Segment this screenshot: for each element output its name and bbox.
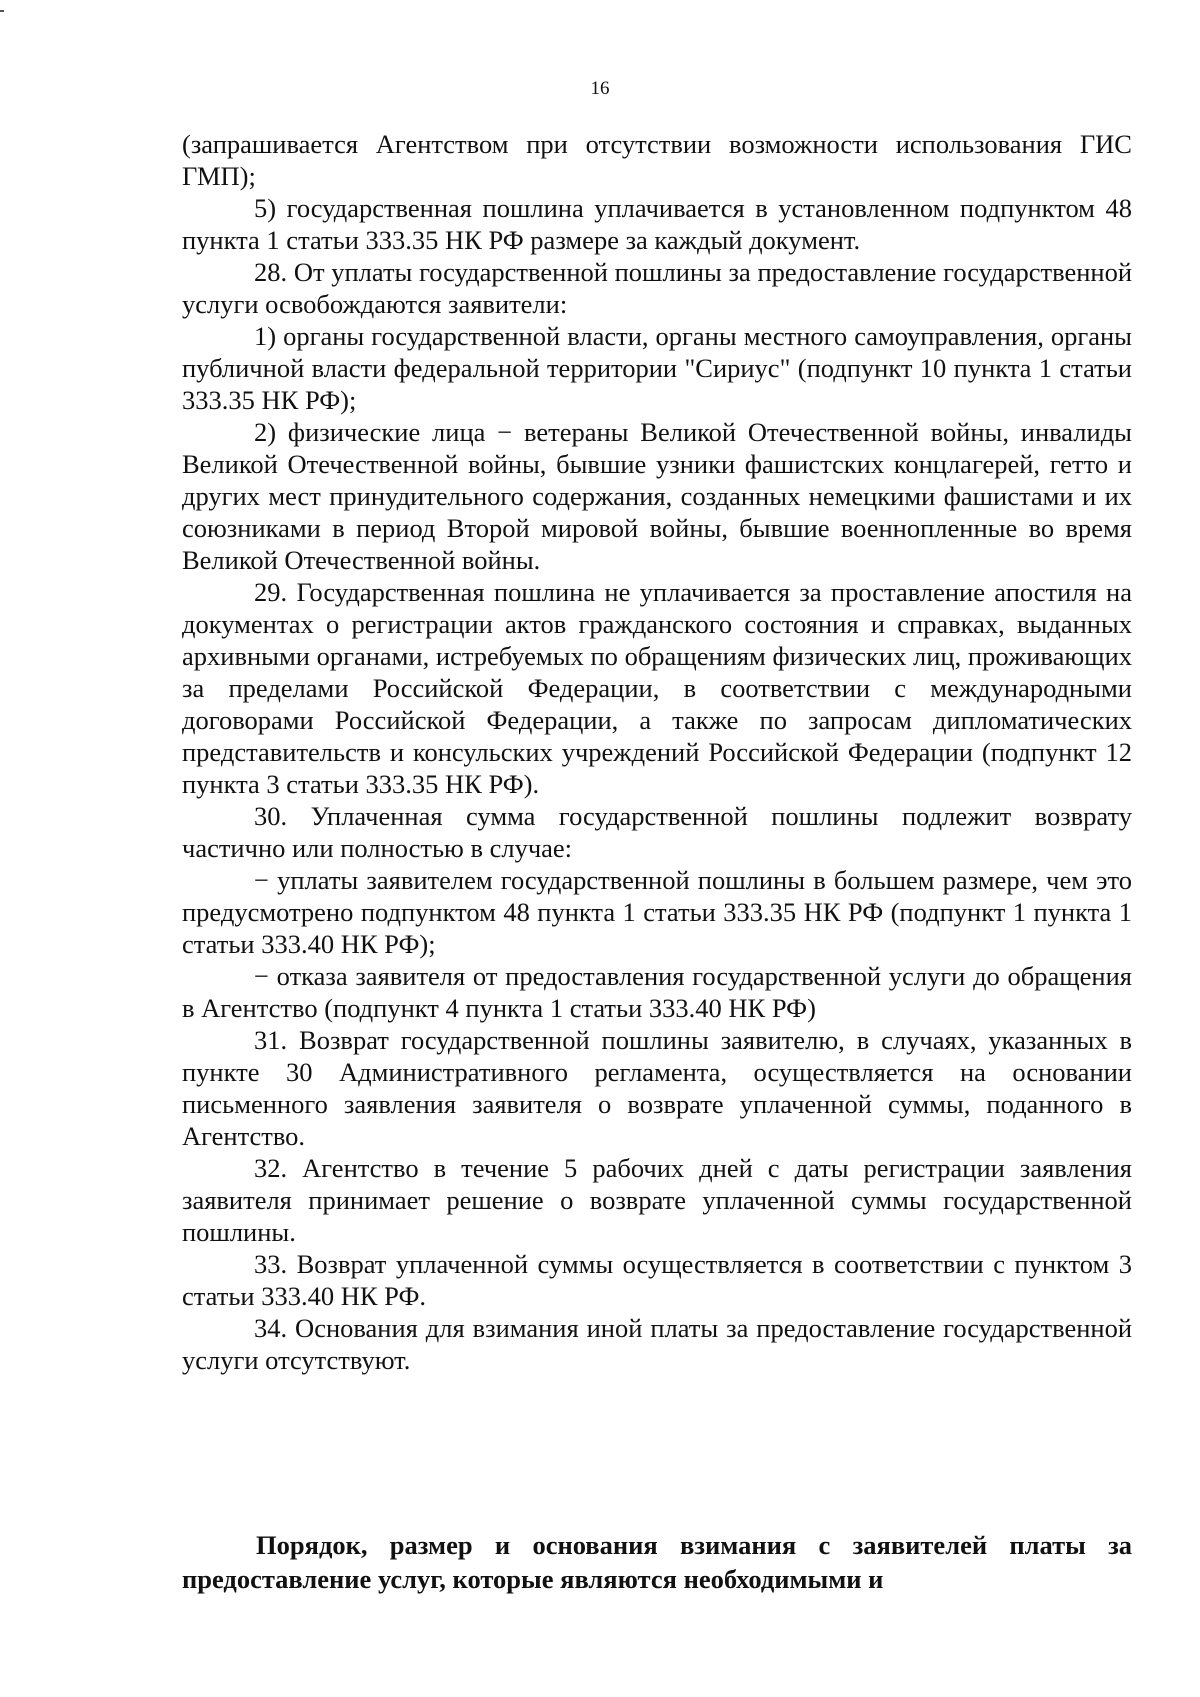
paragraph-34: 34. Основания для взимания иной платы за предоставление государственной услуги отсутствуют. xyxy=(182,1313,1132,1375)
paragraph-item-5: 5) государственная пошлина уплачивается в установленном подпунктом 48 пункта 1 статьи 333.35 НК РФ размере за каждый документ. xyxy=(182,193,1132,255)
paragraph-30-dash-2: − отказа заявителя от предоставления государственной услуги до обращения в Агентство (подпункт 4 пункта 1 статьи 333.40 НК РФ) xyxy=(182,961,1132,1023)
paragraph-29: 29. Государственная пошлина не уплачивается за проставление апостиля на документах о регистрации актов гражданского состояния и справках, выданных архивными органами, истребуемых по обращениям физических лиц, проживающих за пределами Российской Федерации, в соответствии с международными договорами Российской Федерации, а также по запросам дипломатических представительств и консульских учреждений Российской Федерации (подпункт 12 пункта 3 статьи 333.35 НК РФ). xyxy=(182,577,1132,799)
paragraph-31: 31. Возврат государственной пошлины заявителю, в случаях, указанных в пункте 30 Административного регламента, осуществляется на основании письменного заявления заявителя о возврате уплаченной суммы, поданного в Агентство. xyxy=(182,1025,1132,1151)
document-body xyxy=(182,128,1132,1376)
paragraph-28-item-1: 1) органы государственной власти, органы местного самоуправления, органы публичной власти федеральной территории "Сириус" (подпункт 10 пункта 1 статьи 333.35 НК РФ); xyxy=(182,321,1132,415)
section-heading: Порядок, размер и основания взимания с заявителей платы за предоставление услуг, которые являются необходимыми и xyxy=(182,1530,1132,1594)
paragraph-28-item-2: 2) физические лица − ветераны Великой Отечественной войны, инвалиды Великой Отечественной войны, бывшие узники фашистских концлагерей, гетто и других мест принудительного содержания, созданных немецкими фашистами и их союзниками в период Второй мировой войны, бывшие военнопленные во время Великой Отечественной войны. xyxy=(182,417,1132,575)
scan-mark xyxy=(0,10,4,12)
paragraph-28: 28. От уплаты государственной пошлины за предоставление государственной услуги освобождаются заявители: xyxy=(182,257,1132,319)
paragraph-30-dash-1: − уплаты заявителем государственной пошлины в большем размере, чем это предусмотрено подпунктом 48 пункта 1 статьи 333.35 НК РФ (подпункт 1 пункта 1 статьи 333.40 НК РФ); xyxy=(182,865,1132,959)
paragraph-33: 33. Возврат уплаченной суммы осуществляется в соответствии с пунктом 3 статьи 333.40 НК РФ. xyxy=(182,1249,1132,1311)
page-number: 16 xyxy=(590,78,610,99)
paragraph-30: 30. Уплаченная сумма государственной пошлины подлежит возврату частично или полностью в случае: xyxy=(182,801,1132,863)
paragraph-32: 32. Агентство в течение 5 рабочих дней с даты регистрации заявления заявителя принимает решение о возврате уплаченной суммы государственной пошлины. xyxy=(182,1153,1132,1247)
paragraph-continuation: (запрашивается Агентством при отсутствии возможности использования ГИС ГМП); xyxy=(182,129,1132,191)
